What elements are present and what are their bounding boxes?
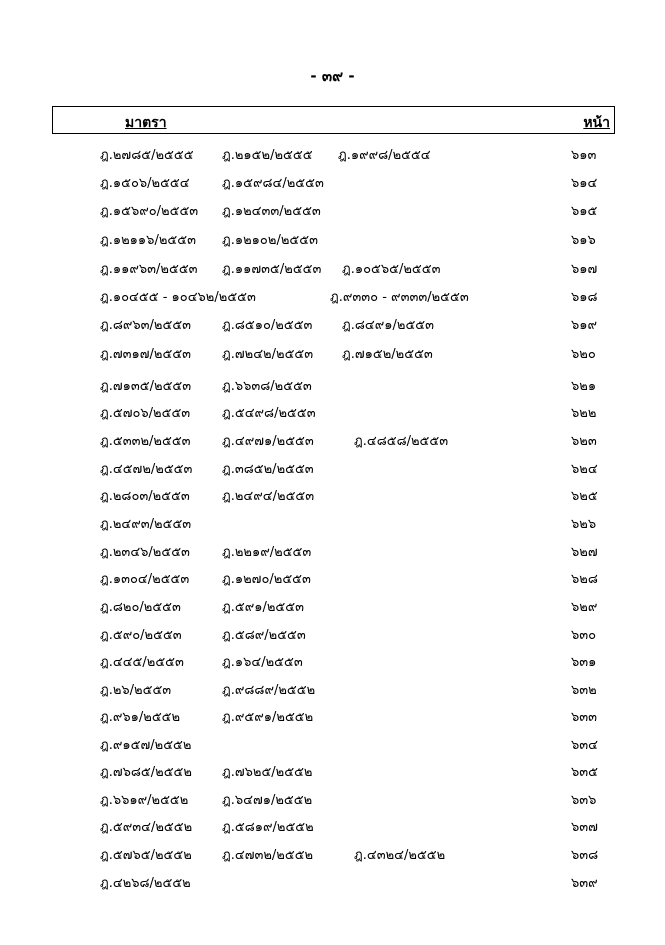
page-ref: ๖๒๐: [571, 347, 596, 362]
case-ref: ฎ.๕๙๐/๒๕๕๓: [100, 628, 182, 643]
index-row: [0, 706, 665, 726]
case-ref: ฎ.๕๗๐๖/๒๕๕๓: [100, 406, 191, 421]
case-ref: ฎ.๑๑๙๖๓/๒๕๕๓: [100, 262, 198, 277]
case-ref: ฎ.๑๐๕๖๕/๒๕๕๓: [342, 262, 441, 277]
case-ref: ฎ.๔๕๗๒/๒๕๕๓: [100, 462, 193, 477]
page-ref: ๖๑๙: [571, 318, 598, 333]
page-ref: ๖๓๔: [571, 738, 598, 753]
page-ref: ๖๑๕: [571, 204, 598, 219]
page-ref: ๖๓๙: [571, 876, 598, 891]
case-ref: ฎ.๖๔๗๑/๒๕๕๒: [222, 793, 313, 808]
case-ref: ฎ.๕๔๙๘/๒๕๕๓: [222, 406, 316, 421]
page-ref: ๖๓๕: [571, 765, 598, 780]
case-ref: ฎ.๒๒๑๙/๒๕๕๓: [222, 545, 312, 560]
case-ref: ฎ.๙๑๕๗/๒๕๕๒: [100, 738, 192, 753]
case-ref: ฎ.๕๗๖๕/๒๕๕๒: [100, 848, 192, 863]
page-column-header: หน้า: [583, 115, 610, 131]
page-ref: ๖๒๓: [571, 434, 597, 449]
case-ref: ฎ.๗๖๒๕/๒๕๕๒: [222, 765, 313, 780]
case-ref: ฎ.๔๒๖๘/๒๕๕๒: [100, 876, 191, 891]
index-header: [52, 106, 615, 134]
index-row: [0, 513, 665, 533]
case-ref: ฎ.๕๙๑/๒๕๕๓: [222, 600, 304, 615]
case-ref: ฎ.๗๑๓๕/๒๕๕๓: [100, 379, 192, 394]
index-row: [0, 229, 665, 249]
case-ref: ฎ.๙๘๘๙/๒๕๕๒: [222, 683, 316, 698]
case-ref: ฎ.๘๕๑๐/๒๕๕๓: [222, 318, 313, 333]
index-row: [0, 485, 665, 505]
index-row: [0, 789, 665, 809]
case-ref: ฎ.๘๒๐/๒๕๕๓: [100, 600, 181, 615]
page-ref: ๖๓๓: [571, 710, 598, 725]
case-ref: ฎ.๑๕๖๙๐/๒๕๕๓: [100, 204, 199, 219]
index-row: [0, 375, 665, 395]
page-ref: ๖๓๖: [571, 793, 597, 808]
index-row: [0, 844, 665, 864]
case-ref: ฎ.๓๘๕๒/๒๕๕๓: [222, 462, 314, 477]
page-ref: ๖๓๒: [571, 683, 597, 698]
index-row: [0, 541, 665, 561]
index-row: [0, 679, 665, 699]
index-row: [0, 343, 665, 363]
case-ref: ฎ.๑๕๐๖/๒๕๕๔: [100, 176, 190, 191]
page-ref: ๖๓๗: [571, 820, 598, 835]
case-ref: ฎ.๑๙๙๘/๒๕๕๔: [338, 148, 431, 163]
index-row: [0, 624, 665, 644]
case-ref: ฎ.๕๘๙/๒๕๕๓: [222, 628, 306, 643]
index-row: [0, 144, 665, 164]
case-ref: ฎ.๖๖๑๙/๒๕๕๒: [100, 793, 189, 808]
case-ref: ฎ.๕๙๓๔/๒๕๕๒: [100, 820, 193, 835]
case-ref: ฎ.๑๐๔๕๕ - ๑๐๔๖๒/๒๕๕๓: [100, 290, 256, 305]
page-ref: ๖๒๘: [571, 572, 598, 587]
page-ref: ๖๑๗: [571, 262, 598, 277]
case-ref: ฎ.๗๒๔๒/๒๕๕๓: [222, 347, 314, 362]
case-ref: ฎ.๑๑๗๓๕/๒๕๕๓: [222, 262, 322, 277]
page-ref: ๖๑๓: [571, 148, 597, 163]
index-row: [0, 200, 665, 220]
case-ref: ฎ.๙๖๑/๒๕๕๒: [100, 710, 181, 725]
case-ref: ฎ.๔๔๕/๒๕๕๓: [100, 655, 184, 670]
page-ref: ๖๑๘: [571, 290, 598, 305]
case-ref: ฎ.๔๙๗๑/๒๕๕๓: [222, 434, 314, 449]
index-row: [0, 568, 665, 588]
index-row: [0, 258, 665, 278]
case-ref: ฎ.๗๑๕๒/๒๕๕๓: [342, 347, 433, 362]
index-row: [0, 651, 665, 671]
page-ref: ๖๓๑: [571, 655, 597, 670]
case-ref: ฎ.๘๙๖๓/๒๕๕๓: [100, 318, 192, 333]
case-ref: ฎ.๙๕๙๑/๒๕๕๒: [222, 710, 314, 725]
case-ref: ฎ.๕๓๓๒/๒๕๕๓: [100, 434, 191, 449]
page-ref: ๖๒๔: [571, 462, 598, 477]
case-ref: ฎ.๑๖๔/๒๕๕๓: [222, 655, 303, 670]
case-ref: ฎ.๑๓๐๔/๒๕๕๓: [100, 572, 190, 587]
index-row: [0, 816, 665, 836]
page-ref: ๖๓๐: [571, 628, 597, 643]
index-row: [0, 872, 665, 892]
index-row: [0, 314, 665, 334]
case-ref: ฎ.๗๖๘๕/๒๕๕๒: [100, 765, 192, 780]
case-ref: ฎ.๗๓๑๗/๒๕๕๓: [100, 347, 192, 362]
index-row: [0, 596, 665, 616]
case-ref: ฎ.๔๘๕๘/๒๕๕๓: [354, 434, 449, 449]
case-ref: ฎ.๖๖๓๘/๒๕๕๓: [222, 379, 312, 394]
case-ref: ฎ.๒๔๙๓/๒๕๕๓: [100, 517, 192, 532]
case-ref: ฎ.๙๓๓๐ - ๙๓๓๓/๒๕๕๓: [330, 290, 469, 305]
page-ref: ๖๑๔: [571, 176, 598, 191]
page-ref: ๖๑๖: [571, 233, 596, 248]
page-ref: ๖๒๕: [571, 489, 598, 504]
page-ref: ๖๒๖: [571, 517, 597, 532]
index-row: [0, 458, 665, 478]
page-ref: ๖๓๘: [571, 848, 599, 863]
case-ref: ฎ.๑๒๗๐/๒๕๕๓: [222, 572, 311, 587]
case-ref: ฎ.๑๒๑๐๒/๒๕๕๓: [222, 233, 318, 248]
index-row: [0, 734, 665, 754]
page-ref: ๖๒๗: [571, 545, 598, 560]
case-ref: ฎ.๔๓๒๔/๒๕๕๒: [354, 848, 446, 863]
page-ref: ๖๒๒: [571, 406, 597, 421]
index-row: [0, 172, 665, 192]
case-ref: ฎ.๒๔๙๔/๒๕๕๓: [222, 489, 315, 504]
case-ref: ฎ.๒๖/๒๕๕๓: [100, 683, 172, 698]
index-row: [0, 430, 665, 450]
case-ref: ฎ.๑๕๙๘๔/๒๕๕๓: [222, 176, 324, 191]
page-ref: ๖๒๙: [571, 600, 598, 615]
case-ref: ฎ.๕๘๑๙/๒๕๕๒: [222, 820, 314, 835]
page-number: - ๓๙ -: [310, 67, 355, 85]
case-ref: ฎ.๘๔๙๑/๒๕๕๓: [342, 318, 435, 333]
case-ref: ฎ.๑๒๑๑๖/๒๕๕๓: [100, 233, 196, 248]
case-ref: ฎ.๔๗๓๒/๒๕๕๒: [222, 848, 314, 863]
section-column-header: มาตรา: [125, 115, 167, 131]
case-ref: ฎ.๒๘๐๓/๒๕๕๓: [100, 489, 190, 504]
case-ref: ฎ.๒๑๕๒/๒๕๕๕: [222, 148, 313, 163]
page-ref: ๖๒๑: [571, 379, 597, 394]
case-ref: ฎ.๑๒๔๓๓/๒๕๕๓: [222, 204, 321, 219]
case-ref: ฎ.๒๗๘๕/๒๕๕๕: [100, 148, 194, 163]
case-ref: ฎ.๒๓๔๖/๒๕๕๓: [100, 545, 190, 560]
index-row: [0, 761, 665, 781]
index-row: [0, 402, 665, 422]
index-row: [0, 286, 665, 306]
